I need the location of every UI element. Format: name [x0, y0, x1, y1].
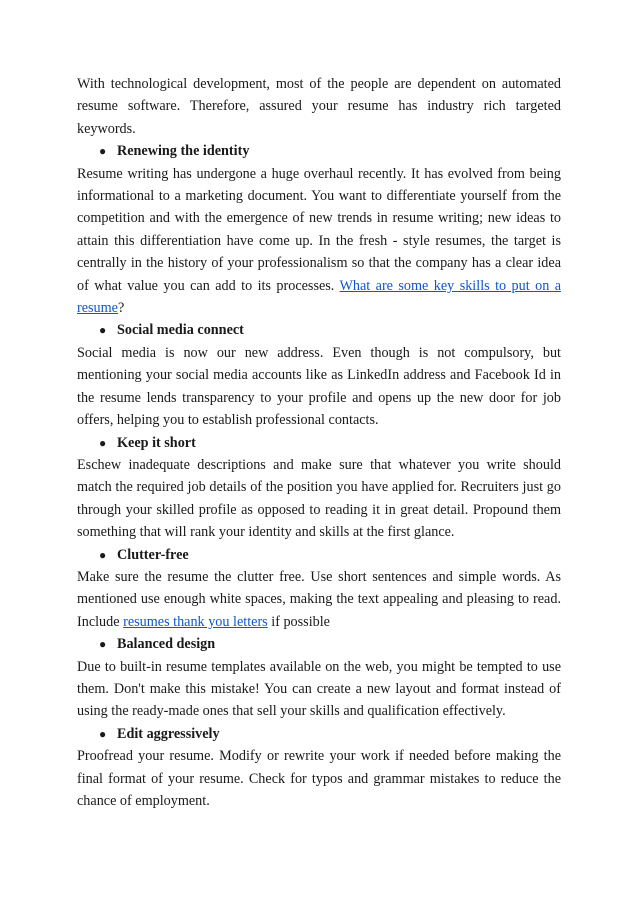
section-keep-it-short [77, 432, 561, 544]
section-body-tail: ? [117, 300, 125, 317]
section-heading [77, 432, 561, 454]
section-heading [77, 633, 561, 655]
section-renewing-the-identity [77, 140, 561, 319]
section-heading-text: Renewing the identity [117, 143, 250, 160]
section-heading [77, 544, 561, 566]
section-heading [77, 723, 561, 745]
section-body: Proofread your resume. Modify or rewrite your work if needed before making the final format of your resume. Check for typos and grammar mistakes to reduce the chance of employment. [77, 748, 561, 809]
section-body: Due to built-in resume templates available on the web, you might be tempted to use them. Don't make this mistake! You can create a new layout and format instead of using the ready-made ones that sell your skills and qualification effectively. [77, 658, 561, 720]
section-balanced-design [77, 633, 561, 723]
section-body: Eschew inadequate descriptions and make sure that whatever you write should match the required job details of the position you have applied for. Recruiters just go through your skilled profile as opposed to reading it in great detail. Propound them something that will rank your identity and skills at the first glance. [77, 456, 561, 541]
section-heading-text: Balanced design [117, 636, 216, 653]
bullet-icon: ● [99, 547, 107, 562]
section-body-text: Resume writing has undergone a huge overhaul recently. It has evolved from being informational to a marketing document. You want to differentiate yourself from the competition and with the emergence of new trends in resume writing; new ideas to attain this differentiation have come up. In the fresh - style resumes, the target is centrally in the history of your professionalism so that the company has a clear idea of what value you can add to its processes. [77, 165, 561, 294]
bullet-icon: ● [99, 144, 107, 159]
section-heading [77, 140, 561, 162]
document-page [77, 73, 561, 812]
section-body-tail: if possible [267, 613, 330, 630]
section-heading [77, 319, 561, 341]
bullet-icon: ● [99, 637, 107, 652]
section-clutter-free [77, 544, 561, 634]
section-social-media-connect [77, 319, 561, 431]
section-heading-text: Edit aggressively [117, 725, 220, 742]
section-edit-aggressively [77, 723, 561, 813]
section-heading-text: Social media connect [117, 322, 244, 339]
bullet-icon: ● [99, 323, 107, 338]
section-body-text: Make sure the resume the clutter free. Use short sentences and simple words. As mentioned use enough white spaces, making the text appealing and pleasing to read. Include [77, 568, 561, 630]
section-body [77, 163, 561, 320]
intro-paragraph: With technological development, most of the people are dependent on automated resume software. Therefore, assured your resume has industry rich targeted keywords. [77, 76, 561, 137]
bullet-icon: ● [99, 435, 107, 450]
section-heading-text: Keep it short [117, 434, 196, 451]
thank-you-letters-link[interactable]: resumes thank you letters [123, 613, 268, 630]
bullet-icon: ● [99, 726, 107, 741]
section-body [77, 566, 561, 633]
section-heading-text: Clutter-free [117, 546, 189, 563]
section-body: Social media is now our new address. Even though is not compulsory, but mentioning your social media accounts like as LinkedIn address and Facebook Id in the resume lends transparency to your profile and opens up the new door for job offers, helping you to establish professional contacts. [77, 344, 561, 429]
key-skills-link[interactable]: What are some key skills to put on a resume [77, 277, 562, 317]
